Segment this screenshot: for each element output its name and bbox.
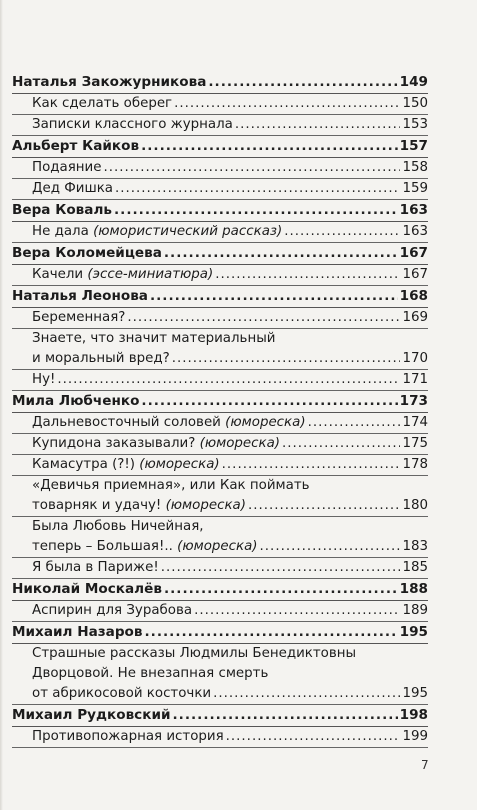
title-text: Подаяние bbox=[32, 160, 102, 175]
page-ref: 195 bbox=[402, 686, 428, 701]
author-name bbox=[12, 391, 139, 412]
toc-continued-title: Страшные рассказы Людмилы Бенедиктовны bbox=[32, 646, 357, 661]
page-ref: 199 bbox=[402, 729, 428, 744]
title-text: Николай Москалёв bbox=[12, 581, 162, 597]
work-title bbox=[32, 537, 258, 557]
title-text: Ну! bbox=[32, 372, 56, 387]
title-text: Наталья Закожурникова bbox=[12, 74, 207, 90]
leader-dots bbox=[141, 136, 398, 157]
leader-dots bbox=[127, 308, 400, 328]
leader-dots bbox=[145, 622, 398, 643]
title-text: Противопожарная история bbox=[32, 729, 224, 744]
work-title bbox=[32, 558, 159, 578]
page-ref: 163 bbox=[399, 202, 428, 218]
title-text: Вера Коломейцева bbox=[12, 245, 162, 261]
toc-author-row bbox=[12, 200, 428, 222]
title-text: от абрикосовой косточки bbox=[32, 686, 212, 701]
leader-dots bbox=[164, 243, 398, 264]
toc-author-row bbox=[12, 72, 428, 94]
work-title bbox=[32, 308, 125, 328]
work-title bbox=[32, 455, 220, 475]
title-text: Дед Фишка bbox=[32, 181, 113, 196]
page-ref: 183 bbox=[402, 539, 428, 554]
author-name bbox=[12, 243, 162, 264]
title-text: Альберт Кайков bbox=[12, 138, 140, 154]
toc-work-row bbox=[12, 158, 428, 179]
toc-work-row bbox=[12, 308, 428, 329]
leader-dots bbox=[174, 94, 400, 114]
page-ref: 185 bbox=[402, 560, 428, 575]
page-ref: 188 bbox=[399, 581, 428, 597]
leader-dots bbox=[103, 158, 400, 178]
leader-dots bbox=[284, 222, 400, 242]
title-text: Мила Любченко bbox=[12, 393, 140, 409]
work-title bbox=[32, 684, 211, 704]
author-name bbox=[12, 286, 148, 307]
genre-note: (юмористический рассказ) bbox=[93, 224, 283, 239]
leader-dots bbox=[172, 349, 401, 369]
toc-author-row bbox=[12, 622, 428, 644]
work-title bbox=[32, 413, 306, 433]
title-text: Не дала bbox=[32, 224, 94, 239]
page-ref: 180 bbox=[402, 498, 428, 513]
leader-dots bbox=[150, 286, 398, 307]
page-ref: 198 bbox=[399, 707, 428, 723]
leader-dots bbox=[161, 558, 401, 578]
genre-note: (юмореска) bbox=[177, 539, 258, 554]
page-ref: 178 bbox=[402, 457, 428, 472]
title-text: Я была в Париже! bbox=[32, 560, 159, 575]
title-text: Камасутра (?!) bbox=[32, 457, 140, 472]
leader-dots bbox=[222, 455, 401, 475]
genre-note: (юмореска) bbox=[139, 457, 220, 472]
leader-dots bbox=[57, 370, 400, 390]
leader-dots bbox=[248, 496, 400, 516]
toc-work-row bbox=[12, 558, 428, 579]
page-ref: 174 bbox=[402, 415, 428, 430]
leader-dots bbox=[164, 579, 398, 600]
toc-continued-title: Была Любовь Ничейная, bbox=[32, 519, 204, 534]
table-of-contents bbox=[12, 72, 428, 748]
genre-note: (юмореска) bbox=[199, 436, 281, 451]
page-ref: 167 bbox=[402, 267, 428, 282]
toc-work-row bbox=[12, 179, 428, 200]
leader-dots bbox=[208, 72, 397, 93]
page-ref: 159 bbox=[402, 181, 428, 196]
title-text: теперь – Большая!.. bbox=[32, 539, 178, 554]
page-ref: 168 bbox=[399, 288, 428, 304]
title-text: Записки классного журнала bbox=[32, 117, 233, 132]
author-name bbox=[12, 200, 112, 221]
title-text: Купидона заказывали? bbox=[32, 436, 200, 451]
toc-work-row bbox=[12, 455, 428, 476]
toc-author-row bbox=[12, 136, 428, 158]
author-name bbox=[12, 579, 162, 600]
page-ref: 150 bbox=[402, 96, 428, 111]
title-text: Беременная? bbox=[32, 310, 126, 325]
page-ref: 149 bbox=[399, 74, 428, 90]
title-text: Аспирин для Зурабова bbox=[32, 603, 193, 618]
work-title bbox=[32, 179, 113, 199]
toc-work-row bbox=[12, 413, 428, 434]
author-name bbox=[12, 622, 143, 643]
toc-work-row bbox=[12, 94, 428, 115]
page-ref: 153 bbox=[402, 117, 428, 132]
toc-continued-title: Дворцовой. Не внезапная смерть bbox=[32, 666, 269, 681]
work-title bbox=[32, 601, 192, 621]
toc-work-row bbox=[12, 601, 428, 622]
title-text: Качели bbox=[32, 267, 88, 282]
work-title bbox=[32, 158, 101, 178]
toc-continued-title: Знаете, что значит материальный bbox=[32, 331, 276, 346]
title-text: Наталья Леонова bbox=[12, 288, 148, 304]
leader-dots bbox=[260, 537, 401, 557]
leader-dots bbox=[308, 413, 401, 433]
work-title bbox=[32, 265, 213, 285]
leader-dots bbox=[215, 265, 400, 285]
genre-note: (юмореска) bbox=[165, 498, 246, 513]
work-title bbox=[32, 727, 224, 747]
leader-dots bbox=[226, 727, 401, 747]
page-ref: 169 bbox=[402, 310, 428, 325]
page-number: 7 bbox=[421, 758, 429, 772]
toc-work-row bbox=[12, 727, 428, 748]
toc-work-row bbox=[12, 537, 428, 558]
page-ref: 158 bbox=[402, 160, 428, 175]
toc-continued-title: «Девичья приемная», или Как поймать bbox=[32, 478, 310, 493]
page-ref: 163 bbox=[402, 224, 428, 239]
toc-author-row bbox=[12, 243, 428, 265]
toc-work-row bbox=[12, 115, 428, 136]
page-ref: 171 bbox=[402, 372, 428, 387]
toc-author-row bbox=[12, 286, 428, 308]
leader-dots bbox=[173, 705, 398, 726]
work-title bbox=[32, 94, 172, 114]
leader-dots bbox=[194, 601, 400, 621]
work-title bbox=[32, 496, 246, 516]
leader-dots bbox=[115, 179, 400, 199]
toc-author-row bbox=[12, 579, 428, 601]
page-ref: 167 bbox=[399, 245, 428, 261]
toc-work-row bbox=[12, 222, 428, 243]
toc-work-row bbox=[12, 684, 428, 705]
page-ref: 189 bbox=[402, 603, 428, 618]
leader-dots bbox=[213, 684, 400, 704]
toc-work-row bbox=[12, 370, 428, 391]
page-ref: 170 bbox=[402, 351, 428, 366]
title-text: и моральный вред? bbox=[32, 351, 170, 366]
leader-dots bbox=[282, 434, 400, 454]
title-text: Как сделать оберег bbox=[32, 96, 173, 111]
page-ref: 175 bbox=[402, 436, 428, 451]
work-title bbox=[32, 115, 233, 135]
genre-note: (эссе-миниатюра) bbox=[87, 267, 214, 282]
toc-work-row bbox=[12, 496, 428, 517]
title-text: Вера Коваль bbox=[12, 202, 112, 218]
toc-author-row bbox=[12, 391, 428, 413]
title-text: товарняк и удачу! bbox=[32, 498, 166, 513]
title-text: Михаил Назаров bbox=[12, 624, 143, 640]
author-name bbox=[12, 72, 206, 93]
author-name bbox=[12, 136, 139, 157]
title-text: Дальневосточный соловей bbox=[32, 415, 226, 430]
genre-note: (юмореска) bbox=[225, 415, 306, 430]
page-ref: 173 bbox=[399, 393, 428, 409]
work-title bbox=[32, 434, 280, 454]
leader-dots bbox=[141, 391, 397, 412]
work-title bbox=[32, 370, 55, 390]
toc-work-row bbox=[12, 349, 428, 370]
author-name bbox=[12, 705, 171, 726]
work-title bbox=[32, 349, 170, 369]
toc-work-row bbox=[12, 265, 428, 286]
work-title bbox=[32, 222, 282, 242]
leader-dots bbox=[235, 115, 401, 135]
toc-author-row bbox=[12, 705, 428, 727]
toc-work-row bbox=[12, 434, 428, 455]
page-ref: 195 bbox=[399, 624, 428, 640]
page-edge bbox=[0, 0, 3, 810]
leader-dots bbox=[114, 200, 398, 221]
title-text: Михаил Рудковский bbox=[12, 707, 171, 723]
page-ref: 157 bbox=[399, 138, 428, 154]
